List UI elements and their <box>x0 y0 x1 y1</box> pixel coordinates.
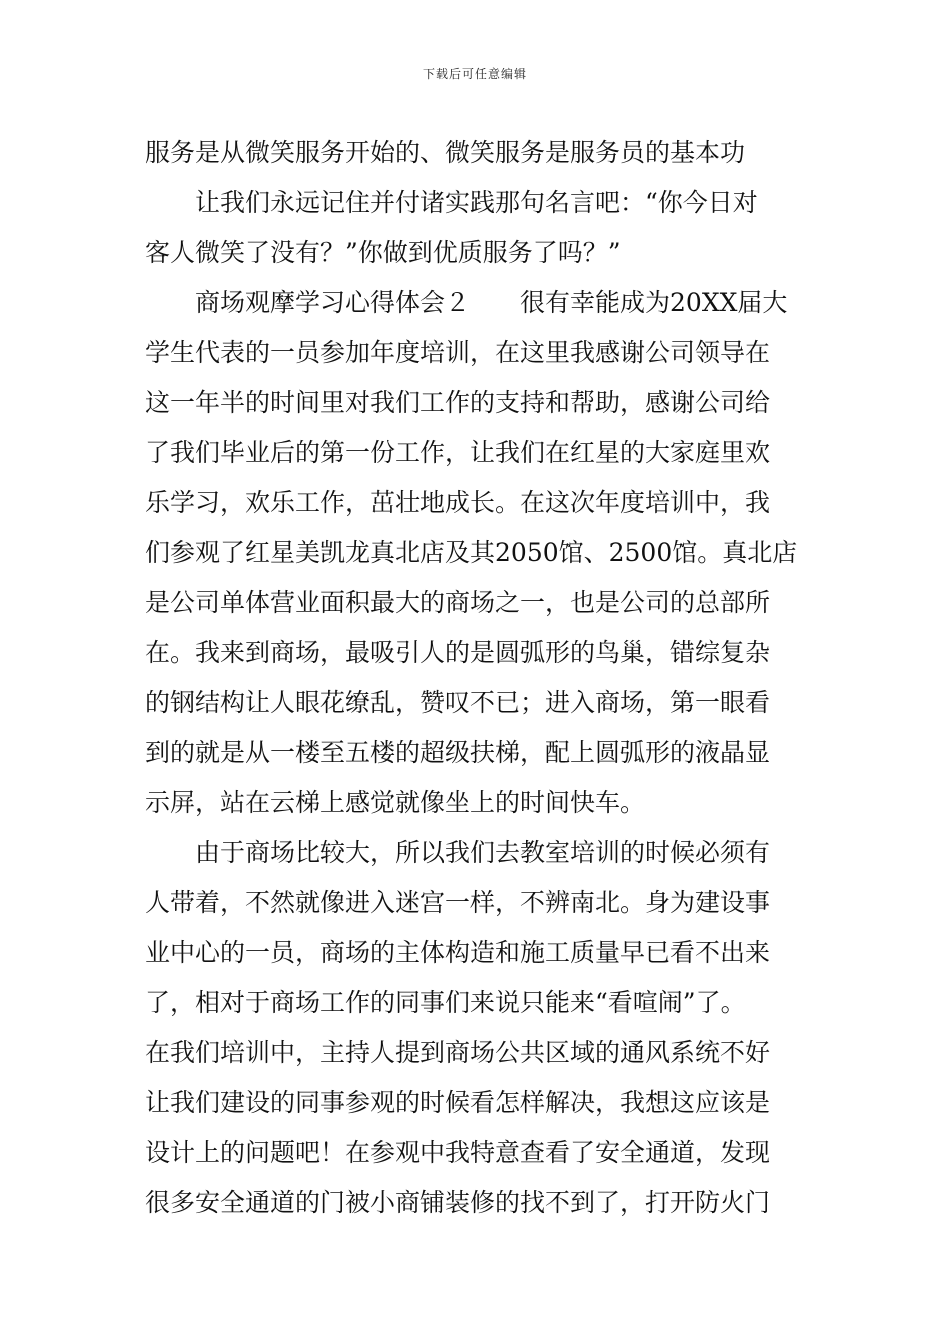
text-line: 很多安全通道的门被小商铺装修的找不到了，打开防火门 <box>145 1188 771 1217</box>
text-line: 服务是从微笑服务开始的、微笑服务是服务员的基本功 <box>145 138 746 167</box>
text-line: 在我们培训中，主持人提到商场公共区域的通风系统不好 <box>145 1038 771 1067</box>
text-line: 到的就是从一楼至五楼的超级扶梯，配上圆弧形的液晶显 <box>145 738 771 767</box>
document-body <box>145 128 807 1228</box>
text-line: 的钢结构让人眼花缭乱，赞叹不已；进入商场，第一眼看 <box>145 688 771 717</box>
text-line: 客人微笑了没有？”你做到优质服务了吗？” <box>145 238 621 267</box>
text-line: 设计上的问题吧！在参观中我特意查看了安全通道，发现 <box>145 1138 771 1167</box>
text-line: 了我们毕业后的第一份工作，让我们在红星的大家庭里欢 <box>145 438 771 467</box>
text-line: 这一年半的时间里对我们工作的支持和帮助，感谢公司给 <box>145 388 771 417</box>
text-line: 示屏，站在云梯上感觉就像坐上的时间快车。 <box>145 788 646 817</box>
text-line: 人带着，不然就像进入迷宫一样，不辨南北。身为建设事 <box>145 888 771 917</box>
text-line: 由于商场比较大，所以我们去教室培训的时候必须有 <box>145 838 771 867</box>
text-line: 让我们永远记住并付诸实践那句名言吧：“你今日对 <box>145 188 758 217</box>
text-line: 是公司单体营业面积最大的商场之一，也是公司的总部所 <box>145 588 771 617</box>
text-line: 业中心的一员，商场的主体构造和施工质量早已看不出来 <box>145 938 771 967</box>
page-header: 下载后可任意编辑 <box>422 67 527 81</box>
text-line: 乐学习，欢乐工作，茁壮地成长。在这次年度培训中，我 <box>145 488 771 517</box>
text-line: 学生代表的一员参加年度培训，在这里我感谢公司领导在 <box>145 338 771 367</box>
text-line: 商场观摩学习心得体会２ 很有幸能成为20XX届大 <box>145 288 788 317</box>
text-line: 们参观了红星美凯龙真北店及其2050馆、2500馆。真北店 <box>145 538 798 567</box>
text-line: 让我们建设的同事参观的时候看怎样解决，我想这应该是 <box>145 1088 771 1117</box>
text-line: 在。我来到商场，最吸引人的是圆弧形的鸟巢，错综复杂 <box>145 638 771 667</box>
text-line: 了，相对于商场工作的同事们来说只能来“看喧闹”了。 <box>145 988 746 1017</box>
